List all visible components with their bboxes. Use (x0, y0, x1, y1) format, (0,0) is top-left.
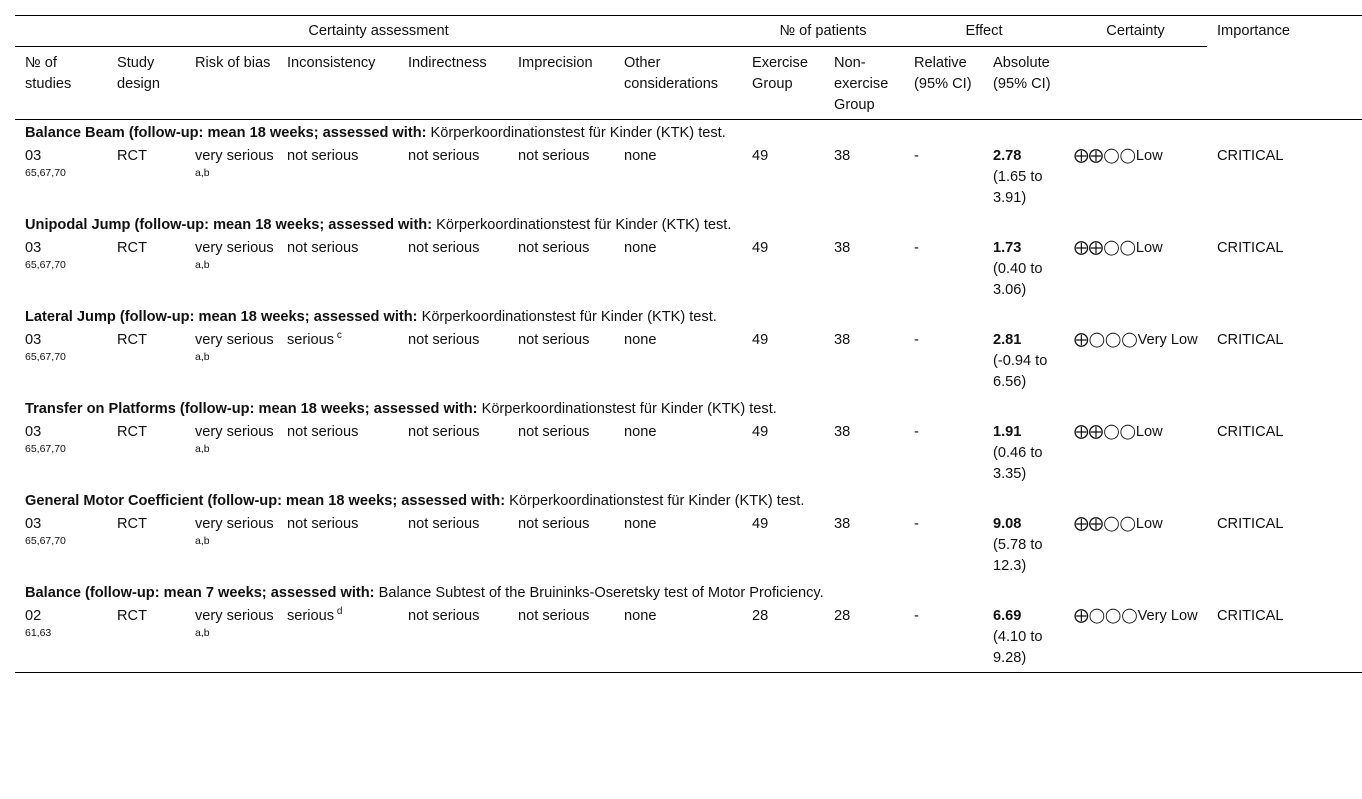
header-certainty-assessment: Certainty assessment (15, 16, 742, 47)
cell-n-studies (15, 329, 107, 396)
certainty-rating-icon: ⨁⨁◯◯ (1074, 424, 1136, 440)
outcome-title (15, 396, 1362, 421)
outcome-title (15, 488, 1362, 513)
cell-indirectness: not serious (408, 424, 480, 440)
col-risk-of-bias: Risk of bias (185, 47, 277, 120)
outcome-title-rest: Körperkoordinationstest für Kinder (KTK) test. (477, 401, 777, 417)
cell-absolute (983, 605, 1064, 673)
cell-relative: - (914, 332, 919, 348)
grade-evidence-table-container (15, 15, 1362, 673)
risk-of-bias-value: very serious (195, 148, 274, 164)
cell-imprecision: not serious (518, 516, 590, 532)
absolute-ci: (4.10 to 9.28) (993, 629, 1043, 666)
cell-risk-of-bias (185, 421, 277, 488)
risk-of-bias-value: very serious (195, 424, 274, 440)
col-relative: Relative (95% CI) (904, 47, 983, 120)
cell-other-considerations: none (624, 332, 657, 348)
col-study-design: Study design (107, 47, 185, 120)
cell-importance: CRITICAL (1217, 332, 1284, 348)
cell-inconsistency (277, 605, 398, 673)
cell-risk-of-bias (185, 513, 277, 580)
cell-n-studies (15, 605, 107, 673)
certainty-label: Very Low (1137, 608, 1198, 624)
certainty-rating-icon: ⨁⨁◯◯ (1074, 148, 1136, 164)
cell-inconsistency (277, 421, 398, 488)
col-nonexercise-group: Non-exercise Group (824, 47, 904, 120)
outcome-title-bold: Transfer on Platforms (follow-up: mean 18 weeks; assessed with: (25, 401, 478, 417)
header-patients: № of patients (742, 16, 904, 47)
cell-indirectness: not serious (408, 148, 480, 164)
outcome-title-rest: Balance Subtest of the Bruininks-Oseretsky test of Motor Proficiency. (374, 585, 824, 601)
outcome-title (15, 304, 1362, 329)
outcome-title (15, 212, 1362, 237)
risk-of-bias-value: very serious (195, 608, 274, 624)
absolute-ci: (5.78 to 12.3) (993, 537, 1043, 574)
cell-risk-of-bias (185, 145, 277, 212)
cell-imprecision: not serious (518, 424, 590, 440)
inconsistency-footnote: d (334, 606, 343, 618)
cell-relative: - (914, 240, 919, 256)
col-exercise-group: Exercise Group (742, 47, 824, 120)
outcome-title-bold: Balance (follow-up: mean 7 weeks; assessed with: (25, 585, 375, 601)
risk-of-bias-footnote: a,b (195, 627, 210, 639)
risk-of-bias-value: very serious (195, 332, 274, 348)
cell-exercise-group: 49 (752, 516, 769, 532)
header-effect: Effect (904, 16, 1064, 47)
header-certainty: Certainty (1064, 16, 1207, 47)
cell-nonexercise-group: 38 (834, 332, 851, 348)
outcome-header-row (15, 488, 1362, 513)
cell-importance: CRITICAL (1217, 424, 1284, 440)
cell-certainty (1064, 329, 1207, 396)
certainty-label: Very Low (1137, 332, 1198, 348)
risk-of-bias-footnote: a,b (195, 351, 210, 363)
cell-certainty (1064, 421, 1207, 488)
cell-other-considerations: none (614, 605, 742, 673)
cell-certainty (1064, 513, 1207, 580)
absolute-estimate: 2.78 (993, 148, 1022, 164)
table-row (15, 513, 1362, 580)
risk-of-bias-footnote: a,b (195, 259, 210, 271)
cell-other-considerations: none (624, 240, 657, 256)
cell-study-design: RCT (107, 605, 185, 673)
col-other-considerations: Other considerations (614, 47, 742, 120)
cell-nonexercise-group: 38 (834, 424, 851, 440)
cell-relative: - (904, 605, 983, 673)
absolute-estimate: 9.08 (993, 516, 1022, 532)
cell-certainty (1064, 237, 1207, 304)
header-column-row (15, 47, 1362, 120)
n-studies-value: 03 (25, 148, 42, 164)
col-imprecision: Imprecision (508, 47, 614, 120)
inconsistency-value: not serious (287, 240, 359, 256)
risk-of-bias-footnote: a,b (195, 535, 210, 547)
absolute-ci: (1.65 to 3.91) (993, 169, 1043, 206)
outcome-title (15, 580, 1362, 605)
n-studies-value: 03 (25, 516, 42, 532)
outcome-title-bold: General Motor Coefficient (follow-up: mean 18 weeks; assessed with: (25, 493, 506, 509)
n-studies-value: 03 (25, 424, 42, 440)
cell-nonexercise-group: 38 (834, 516, 851, 532)
certainty-rating-icon: ⨁◯◯◯ (1074, 608, 1138, 624)
absolute-estimate: 1.91 (993, 424, 1022, 440)
inconsistency-value: not serious (287, 148, 359, 164)
cell-indirectness: not serious (408, 516, 480, 532)
table-row (15, 237, 1362, 304)
cell-absolute (983, 237, 1064, 304)
outcome-title-rest: Körperkoordinationstest für Kinder (KTK) test. (426, 125, 726, 141)
cell-imprecision: not serious (518, 148, 590, 164)
cell-other-considerations: none (624, 516, 657, 532)
cell-study-design: RCT (117, 240, 147, 256)
table-row (15, 421, 1362, 488)
risk-of-bias-footnote: a,b (195, 167, 210, 179)
col-inconsistency: Inconsistency (277, 47, 398, 120)
outcome-header-row (15, 396, 1362, 421)
risk-of-bias-value: very serious (195, 516, 274, 532)
outcome-header-row (15, 580, 1362, 605)
col-indirectness: Indirectness (398, 47, 508, 120)
cell-imprecision: not serious (508, 605, 614, 673)
col-n-studies: № of studies (15, 47, 107, 120)
study-references: 65,67,70 (25, 259, 66, 271)
cell-inconsistency (277, 237, 398, 304)
cell-other-considerations: none (624, 424, 657, 440)
table-row (15, 329, 1362, 396)
grade-evidence-table (15, 15, 1362, 673)
cell-study-design: RCT (117, 148, 147, 164)
outcome-title-rest: Körperkoordinationstest für Kinder (KTK) test. (505, 493, 805, 509)
cell-risk-of-bias (185, 605, 277, 673)
cell-other-considerations: none (624, 148, 657, 164)
certainty-label: Low (1135, 148, 1163, 164)
outcome-title-bold: Lateral Jump (follow-up: mean 18 weeks; assessed with: (25, 309, 418, 325)
cell-certainty (1064, 605, 1207, 673)
col-certainty-blank (1064, 47, 1207, 120)
cell-imprecision: not serious (518, 332, 590, 348)
absolute-ci: (-0.94 to 6.56) (993, 353, 1048, 390)
absolute-ci: (0.40 to 3.06) (993, 261, 1043, 298)
cell-exercise-group: 49 (752, 332, 769, 348)
outcome-header-row (15, 212, 1362, 237)
cell-n-studies (15, 513, 107, 580)
n-studies-value: 03 (25, 240, 42, 256)
table-row (15, 605, 1362, 673)
header-importance: Importance (1207, 16, 1362, 120)
cell-exercise-group: 28 (742, 605, 824, 673)
outcome-title (15, 120, 1362, 146)
certainty-label: Low (1135, 516, 1163, 532)
cell-inconsistency (277, 513, 398, 580)
cell-importance: CRITICAL (1217, 516, 1284, 532)
cell-importance: CRITICAL (1207, 605, 1362, 673)
cell-inconsistency (277, 145, 398, 212)
cell-nonexercise-group: 38 (834, 240, 851, 256)
cell-exercise-group: 49 (752, 240, 769, 256)
cell-n-studies (15, 145, 107, 212)
absolute-ci: (0.46 to 3.35) (993, 445, 1043, 482)
certainty-rating-icon: ⨁⨁◯◯ (1074, 516, 1136, 532)
col-absolute: Absolute (95% CI) (983, 47, 1064, 120)
certainty-rating-icon: ⨁◯◯◯ (1074, 332, 1138, 348)
cell-relative: - (914, 424, 919, 440)
cell-absolute (983, 421, 1064, 488)
cell-inconsistency (277, 329, 398, 396)
outcome-title-rest: Körperkoordinationstest für Kinder (KTK) test. (432, 217, 732, 233)
study-references: 65,67,70 (25, 167, 66, 179)
table-row (15, 145, 1362, 212)
study-references: 61,63 (25, 627, 52, 639)
n-studies-value: 02 (25, 608, 42, 624)
cell-indirectness: not serious (408, 240, 480, 256)
cell-relative: - (914, 516, 919, 532)
cell-nonexercise-group: 38 (834, 148, 851, 164)
certainty-label: Low (1135, 424, 1163, 440)
cell-exercise-group: 49 (752, 148, 769, 164)
certainty-label: Low (1135, 240, 1163, 256)
cell-absolute (983, 329, 1064, 396)
certainty-rating-icon: ⨁⨁◯◯ (1074, 240, 1136, 256)
risk-of-bias-footnote: a,b (195, 443, 210, 455)
inconsistency-value: serious (287, 332, 335, 348)
study-references: 65,67,70 (25, 351, 66, 363)
table-body (15, 120, 1362, 673)
cell-absolute (983, 513, 1064, 580)
absolute-estimate: 1.73 (993, 240, 1022, 256)
cell-importance: CRITICAL (1217, 148, 1284, 164)
cell-n-studies (15, 237, 107, 304)
cell-importance: CRITICAL (1217, 240, 1284, 256)
n-studies-value: 03 (25, 332, 42, 348)
outcome-title-bold: Unipodal Jump (follow-up: mean 18 weeks; assessed with: (25, 217, 433, 233)
cell-study-design: RCT (117, 516, 147, 532)
absolute-estimate: 6.69 (993, 608, 1022, 624)
cell-indirectness: not serious (408, 332, 480, 348)
inconsistency-value: not serious (287, 516, 359, 532)
inconsistency-value: serious (287, 608, 335, 624)
study-references: 65,67,70 (25, 535, 66, 547)
cell-n-studies (15, 421, 107, 488)
cell-relative: - (914, 148, 919, 164)
cell-risk-of-bias (185, 237, 277, 304)
outcome-header-row (15, 304, 1362, 329)
cell-absolute (983, 145, 1064, 212)
cell-imprecision: not serious (518, 240, 590, 256)
inconsistency-footnote: c (334, 330, 342, 342)
risk-of-bias-value: very serious (195, 240, 274, 256)
study-references: 65,67,70 (25, 443, 66, 455)
cell-study-design: RCT (117, 332, 147, 348)
absolute-estimate: 2.81 (993, 332, 1022, 348)
table-header (15, 16, 1362, 120)
cell-risk-of-bias (185, 329, 277, 396)
cell-nonexercise-group: 28 (824, 605, 904, 673)
cell-study-design: RCT (117, 424, 147, 440)
cell-certainty (1064, 145, 1207, 212)
outcome-title-rest: Körperkoordinationstest für Kinder (KTK) test. (417, 309, 717, 325)
header-group-row (15, 16, 1362, 47)
cell-indirectness: not serious (398, 605, 508, 673)
outcome-header-row (15, 120, 1362, 146)
cell-exercise-group: 49 (752, 424, 769, 440)
inconsistency-value: not serious (287, 424, 359, 440)
outcome-title-bold: Balance Beam (follow-up: mean 18 weeks; assessed with: (25, 125, 427, 141)
